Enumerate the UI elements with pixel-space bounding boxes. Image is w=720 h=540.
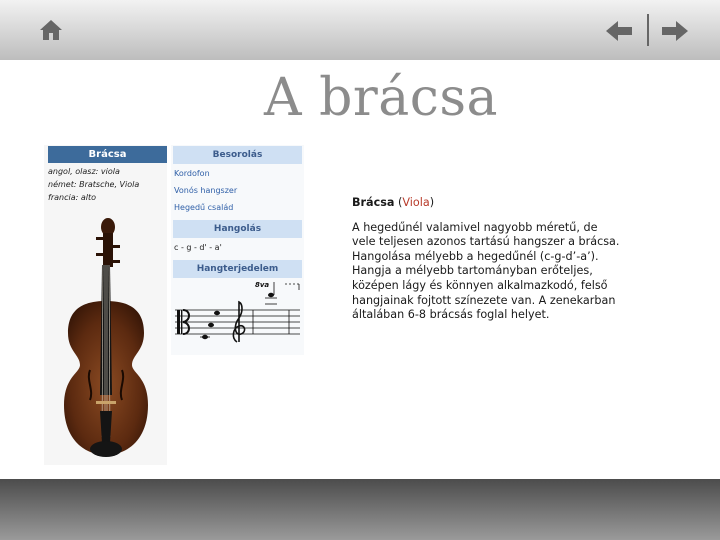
range-staff-image <box>173 280 302 352</box>
classification-link[interactable]: Vonós hangszer <box>174 186 238 195</box>
infobox-right <box>171 145 304 355</box>
classification-link[interactable]: Kordofon <box>174 169 210 178</box>
open-paren: ( <box>394 196 403 209</box>
tuning-value: c - g - d' - a' <box>174 243 222 252</box>
bottom-bar <box>0 479 720 540</box>
infobox-left <box>44 145 167 465</box>
infobox-row: francia: alto <box>48 193 96 202</box>
arrow-left-icon[interactable] <box>604 18 634 44</box>
top-bar <box>0 0 720 60</box>
term-brácsa: Brácsa <box>352 196 395 209</box>
ottava-marking: 8va <box>255 281 270 289</box>
home-icon[interactable] <box>38 18 64 42</box>
range-header: Hangterjedelem <box>173 260 302 278</box>
infobox-row: német: Bratsche, Viola <box>48 180 140 189</box>
tuning-header: Hangolás <box>173 220 302 238</box>
arrow-right-icon[interactable] <box>660 18 690 44</box>
article-text <box>352 196 622 323</box>
classification-header: Besorolás <box>173 146 302 164</box>
classification-link[interactable]: Hegedű család <box>174 203 234 212</box>
viola-link[interactable]: Viola <box>402 196 430 209</box>
slide-title: A brácsa <box>264 68 499 128</box>
close-paren: ) <box>429 196 435 209</box>
violin-image <box>46 205 166 463</box>
heading-line <box>352 196 622 211</box>
infobox-row: angol, olasz: viola <box>48 167 120 176</box>
body-paragraph: A hegedűnél valamivel nagyobb méretű, de vele teljesen azonos tartású hangszer a brácsa. Hangolása mélyebb a hegedűnél (c-g-d’-a’). Hangja a mélyebb tartományban erőteljes, középen lágy és könnyen alkalmazkodó, felső hangjainak fojtott színezete van. A zenekarban általában 6-8 brácsás foglal helyet. <box>352 220 620 322</box>
nav-separator <box>646 14 650 46</box>
infobox-header: Brácsa <box>48 146 167 163</box>
